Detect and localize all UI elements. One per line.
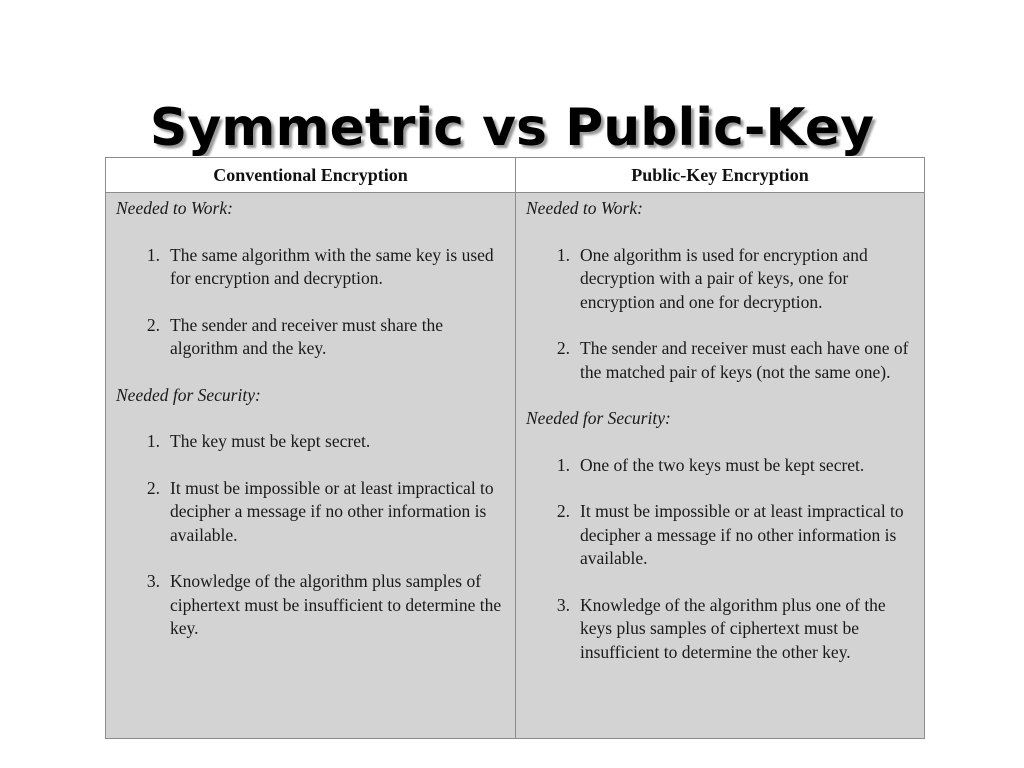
item-number: 2. [556,501,570,521]
list-item [526,337,916,384]
column-header-public-key: Public-Key Encryption [516,158,924,193]
list-item [116,570,507,641]
item-number: 2. [146,314,160,335]
needed-for-security-heading: Needed for Security: [526,408,671,428]
list-item [526,500,916,571]
column-header-conventional: Conventional Encryption [106,158,516,193]
item-text: The sender and receiver must each have one of the matched pair of keys (not the same one). [580,338,909,382]
item-text: The key must be kept secret. [170,431,371,451]
needed-for-security-heading: Needed for Security: [116,384,261,405]
item-text: Knowledge of the algorithm plus samples of ciphertext must be insufficient to determine the key. [170,571,502,638]
comparison-table [105,157,925,739]
item-number: 2. [146,477,160,498]
list-item [526,244,916,315]
item-text: One algorithm is used for encryption and decryption with a pair of keys, one for encryption and one for decryption. [580,244,868,312]
item-text: It must be impossible or at least impractical to decipher a message if no other information is available. [580,501,904,568]
item-number: 2. [556,338,570,358]
list-item [116,430,507,454]
list-item [526,594,916,665]
column-conventional [106,193,516,738]
list-item [526,454,916,478]
item-number: 1. [146,244,160,265]
item-number: 3. [556,594,570,615]
item-text: It must be impossible or at least impractical to decipher a message if no other information is available. [170,477,494,545]
item-number: 1. [556,244,570,265]
item-text: The same algorithm with the same key is used for encryption and decryption. [170,244,494,288]
needed-to-work-heading: Needed to Work: [116,198,233,218]
item-text: Knowledge of the algorithm plus one of the keys plus samples of ciphertext must be insufficient to determine the other key. [580,594,886,662]
item-number: 1. [146,431,160,451]
slide-title: Symmetric vs Public-Key [149,98,875,156]
list-item [116,477,507,548]
list-item [116,314,507,361]
item-number: 3. [146,571,160,591]
item-number: 1. [556,454,570,475]
column-public-key [516,193,924,738]
item-text: One of the two keys must be kept secret. [580,454,865,475]
item-text: The sender and receiver must share the algorithm and the key. [170,314,444,358]
needed-to-work-heading: Needed to Work: [526,198,643,218]
list-item [116,244,507,291]
